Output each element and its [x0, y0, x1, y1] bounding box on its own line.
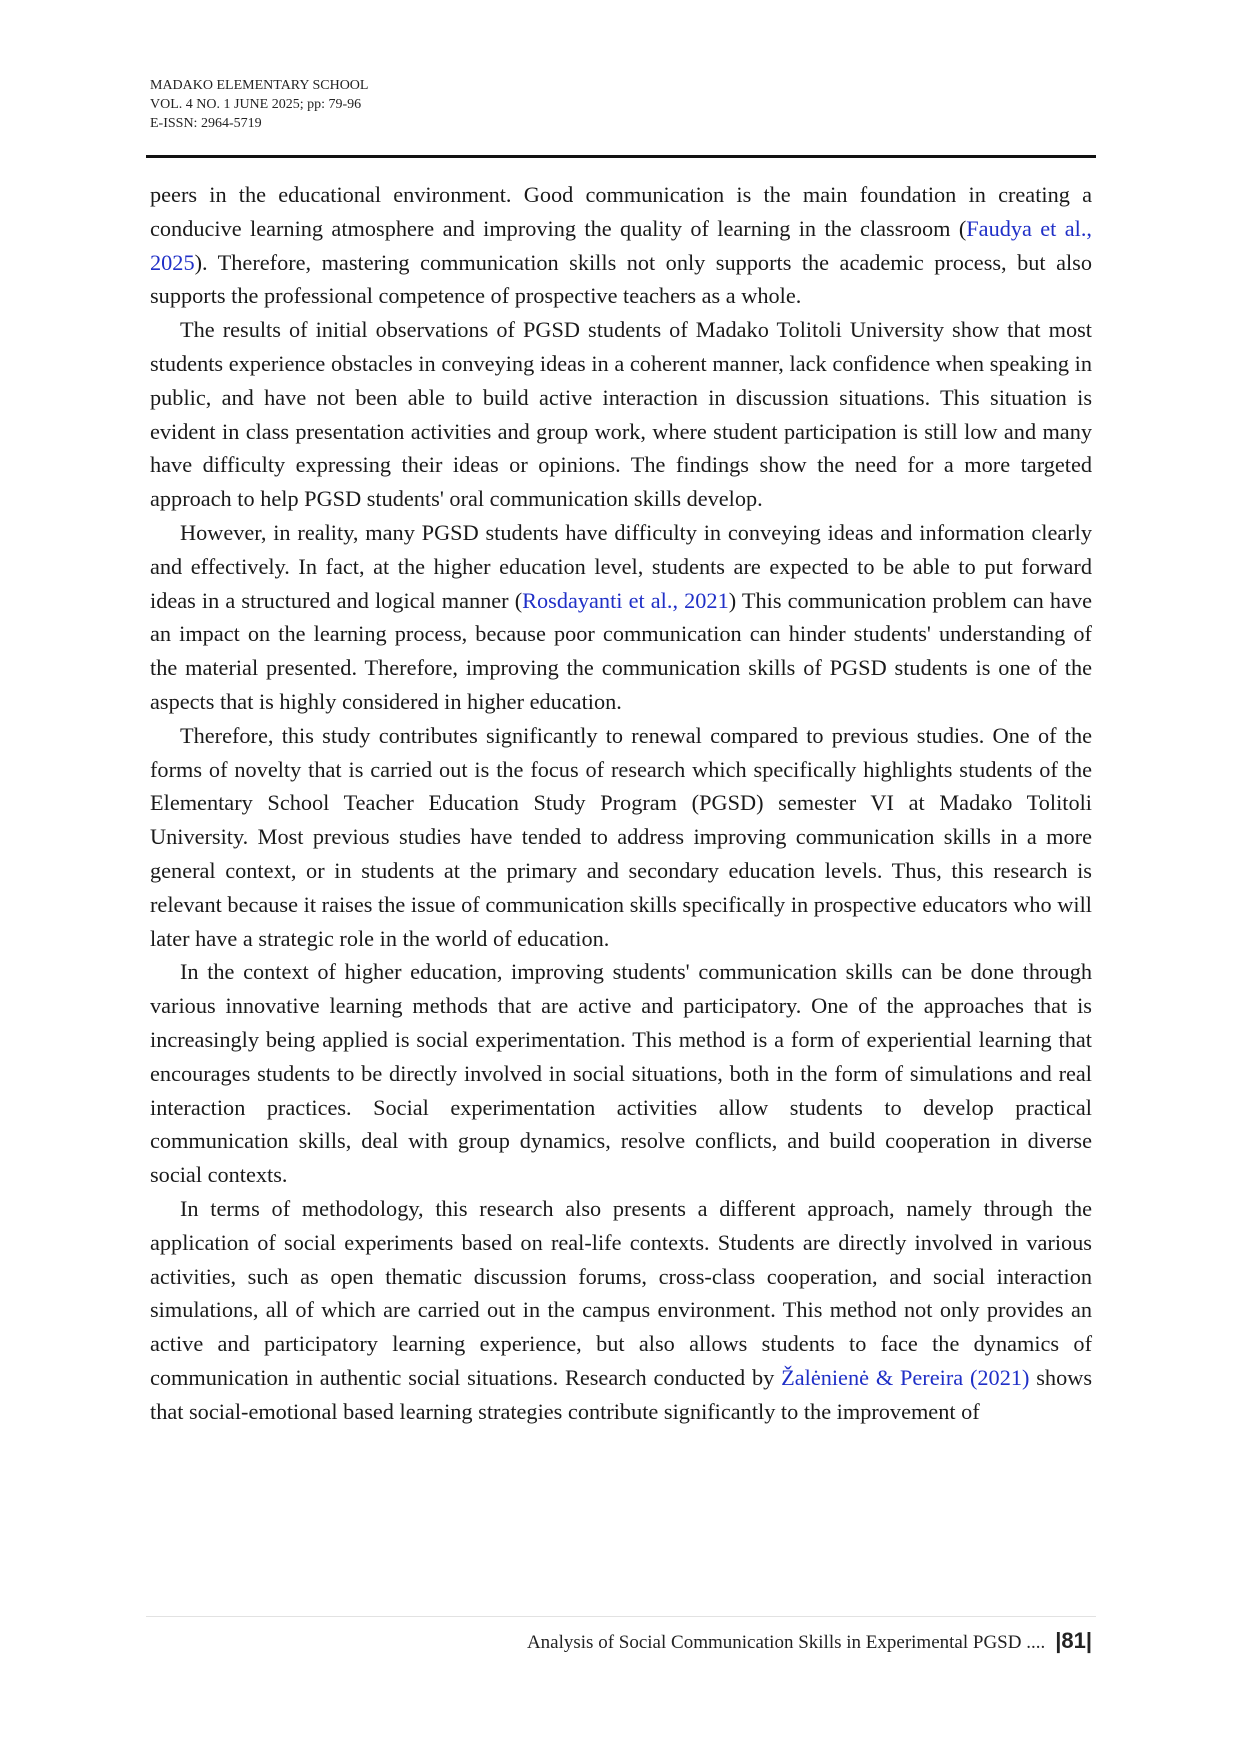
paragraph-text: peers in the educational environment. Good communication is the main foundation in creating a conducive learning atmosphere and improving the quality of learning in the classroom ( [150, 182, 1092, 241]
page-footer [527, 1628, 1092, 1654]
paragraph-text: In terms of methodology, this research also presents a different approach, namely through the application of social experiments based on real-life contexts. Students are directly involved in various activities, such as open thematic discussion forums, cross-class cooperation, and social interaction simulations, all of which are carried out in the campus environment. This method not only provides an active and participatory learning experience, but also allows students to face the dynamics of communication in authentic social situations. Research conducted by [150, 1195, 1092, 1390]
journal-name: MADAKO ELEMENTARY SCHOOL [150, 78, 369, 93]
journal-volume: VOL. 4 NO. 1 JUNE 2025; pp: 79-96 [150, 97, 362, 112]
page-number: |81| [1055, 1628, 1092, 1653]
footer-divider [146, 1616, 1096, 1617]
paragraph-2: The results of initial observations of PGSD students of Madako Tolitoli University show that most students experience obstacles in conveying ideas in a coherent manner, lack confidence when speaking in public, and have not been able to build active interaction in discussion situations. This situation is evident in class presentation activities and group work, where student participation is still low and many have difficulty expressing their ideas or opinions. The findings show the need for a more targeted approach to help PGSD students' oral communication skills develop. [150, 317, 1092, 512]
paragraph-text: shows that social-emotional based learning strategies contribute significantly to the improvement of [150, 1364, 1093, 1424]
citation-link[interactable]: Rosdayanti et al., 2021 [522, 587, 729, 613]
paragraph-1 [150, 178, 1092, 313]
paragraph-6 [150, 1192, 1092, 1429]
citation-link[interactable]: Žalėnienė & Pereira (2021) [781, 1364, 1030, 1390]
paragraph-text: ) This communication problem can have an impact on the learning process, because poor communication can hinder students' understanding of the material presented. Therefore, improving the communication skills of PGSD students is one of the aspects that is highly considered in higher education. [150, 587, 1092, 714]
paragraph-5: In the context of higher education, improving students' communication skills can be done through various innovative learning methods that are active and participatory. One of the approaches that is increasingly being applied is social experimentation. This method is a form of experiential learning that encourages students to be directly involved in social situations, both in the form of simulations and real interaction practices. Social experimentation activities allow students to develop practical communication skills, deal with group dynamics, resolve conflicts, and build cooperation in diverse social contexts. [150, 959, 1092, 1188]
paragraph-text: However, in reality, many PGSD students have difficulty in conveying ideas and information clearly and effectively. In fact, at the higher education level, students are expected to be able to put forward ideas in a structured and logical manner ( [150, 519, 1092, 613]
article-body [150, 178, 1092, 1428]
running-title: Analysis of Social Communication Skills in Experimental PGSD .... [526, 1632, 1046, 1653]
paragraph-3 [150, 516, 1092, 719]
citation-link[interactable]: Faudya et al., 2025 [150, 215, 1092, 275]
paragraph-4: Therefore, this study contributes significantly to renewal compared to previous studies. One of the forms of novelty that is carried out is the focus of research which specifically highlights students of the Elementary School Teacher Education Study Program (PGSD) semester VI at Madako Tolitoli University. Most previous studies have tended to address improving communication skills in a more general context, or in students at the primary and secondary education levels. Thus, this research is relevant because it raises the issue of communication skills specifically in prospective educators who will later have a strategic role in the world of education. [150, 722, 1092, 951]
journal-issn: E-ISSN: 2964-5719 [150, 116, 262, 131]
paragraph-text: ). Therefore, mastering communication skills not only supports the academic process, but also supports the professional competence of prospective teachers as a whole. [150, 249, 1092, 309]
header-divider [146, 155, 1096, 158]
journal-header [150, 76, 368, 133]
